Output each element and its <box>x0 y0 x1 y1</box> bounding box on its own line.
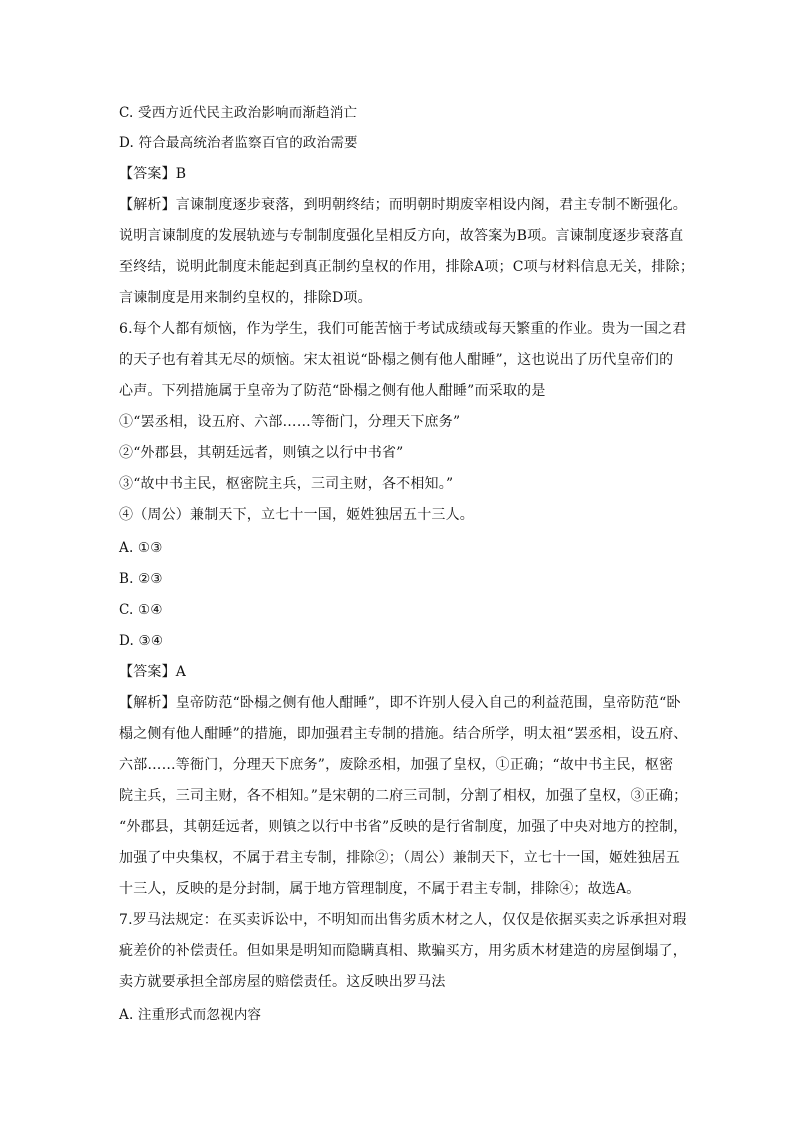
option-d-line: D. 符合最高统治者监察百官的政治需要 <box>119 135 358 151</box>
analysis-line: 六部……等衙门，分理天下庶务”，废除丞相，加强了皇权，①正确；“故中书主民，枢密 <box>119 757 674 773</box>
material-line: ④（周公）兼制天下，立七十一国，姬姓独居五十三人。 <box>119 507 474 523</box>
analysis-line: 言谏制度是用来制约皇权的，排除D项。 <box>119 290 372 306</box>
analysis-line: 院主兵，三司主财，各不相知。”是宋朝的二府三司制，分割了相权，加强了皇权，③正确； <box>119 788 688 804</box>
option-c-line: C. 受西方近代民主政治影响而渐趋消亡 <box>119 105 358 121</box>
option-c-line: C. ①④ <box>119 602 163 618</box>
option-b-line: B. ②③ <box>119 571 163 587</box>
analysis-line: “外郡县，其朝廷远者，则镇之以行中书省”反映的是行省制度，加强了中央对地方的控制， <box>119 819 688 835</box>
material-line: ②“外郡县，其朝廷远者，则镇之以行中书省” <box>119 445 404 461</box>
analysis-line: 说明言谏制度的发展轨迹与专制制度强化呈相反方向，故答案为B项。言谏制度逐步衰落直 <box>119 228 684 244</box>
option-a-line: A. ①③ <box>119 540 163 556</box>
option-d-line: D. ③④ <box>119 633 164 649</box>
analysis-line: 【解析】皇帝防范“卧榻之侧有他人酣睡”，即不许别人侵入自己的利益范围，皇帝防范“卧 <box>119 695 681 711</box>
question-line: 的天子也有着其无尽的烦恼。宋太祖说“卧榻之侧有他人酣睡”，这也说出了历代皇帝们的 <box>119 352 674 368</box>
question-line: 卖方就要承担全部房屋的赔偿责任。这反映出罗马法 <box>119 974 446 990</box>
answer-line: 【答案】A <box>119 664 187 680</box>
answer-line: 【答案】B <box>119 166 187 182</box>
analysis-line: 加强了中央集权，不属于君主专制，排除②；（周公）兼制天下，立七十一国，姬姓独居五 <box>119 850 680 866</box>
analysis-line: 榻之侧有他人酣睡”的措施，即加强君主专制的措施。结合所学，明太祖“罢丞相，设五府、 <box>119 726 688 742</box>
analysis-line: 至终结，说明此制度未能起到真正制约皇权的作用，排除A项；C项与材料信息无关，排除； <box>119 259 695 275</box>
question-line: 心声。下列措施属于皇帝为了防范“卧榻之侧有他人酣睡”而采取的是 <box>119 383 546 399</box>
question-line: 疵差价的补偿责任。但如果是明知而隐瞒真相、欺骗买方，用劣质木材建造的房屋倒塌了， <box>119 943 687 959</box>
question-line: 7.罗马法规定：在买卖诉讼中，不明知而出售劣质木材之人，仅仅是依据买卖之诉承担对瑕 <box>119 912 687 928</box>
analysis-line: 十三人，反映的是分封制，属于地方管理制度，不属于君主专制，排除④；故选A。 <box>119 881 641 897</box>
material-line: ①“罢丞相，设五府、六部……等衙门，分理天下庶务” <box>119 414 461 430</box>
option-a-line: A. 注重形式而忽视内容 <box>119 1007 262 1023</box>
material-line: ③“故中书主民，枢密院主兵，三司主财，各不相知。” <box>119 476 454 492</box>
analysis-line: 【解析】言谏制度逐步衰落，到明朝终结；而明朝时期废宰相设内阁，君主专制不断强化。 <box>119 197 687 213</box>
question-line: 6.每个人都有烦恼，作为学生，我们可能苦恼于考试成绩或每天繁重的作业。贵为一国之君 <box>119 321 687 337</box>
